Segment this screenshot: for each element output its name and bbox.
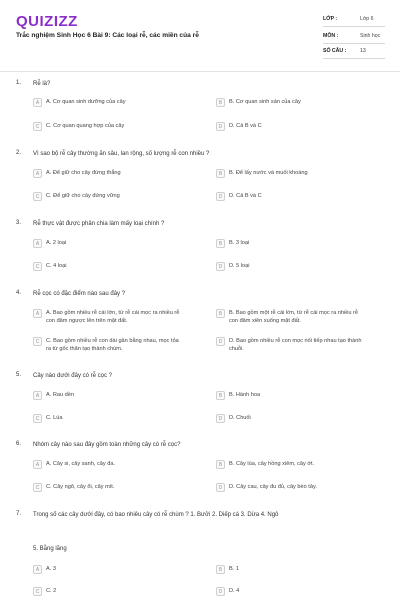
option-letter-badge: D: [216, 192, 225, 201]
question-text: Trong số các cây dưới đây, có bao nhiêu cây có rễ chùm ? 1. Bưởi 2. Diếp cá 3. Dừa 4. Ngô: [33, 512, 279, 518]
option-letter-badge: C: [33, 587, 42, 596]
question-number: 6.: [16, 441, 22, 447]
option-letter-badge: A: [33, 169, 42, 178]
answer-option[interactable]: [216, 98, 366, 107]
option-text: D. 4: [229, 588, 240, 594]
option-letter-badge: C: [33, 337, 42, 346]
option-text: A. Để giữ cho cây đứng thẳng: [46, 170, 121, 176]
option-letter-badge: C: [33, 122, 42, 131]
meta-label-grade: LỚP :: [323, 16, 338, 22]
option-letter-badge: A: [33, 309, 42, 318]
option-text: A. Cơ quan sinh dưỡng của cây: [46, 99, 126, 105]
answer-option[interactable]: [216, 391, 366, 400]
answer-option[interactable]: [216, 192, 366, 201]
answer-option[interactable]: [33, 565, 183, 574]
divider: [323, 26, 385, 27]
answer-option[interactable]: [33, 483, 183, 492]
answer-option[interactable]: [33, 169, 183, 178]
answer-option[interactable]: [216, 414, 366, 423]
option-letter-badge: A: [33, 565, 42, 574]
question-number: 3.: [16, 220, 22, 226]
answer-option[interactable]: [33, 391, 183, 400]
question-text: Nhóm cây nào sau đây gồm toàn những cây có rễ cọc?: [33, 442, 181, 448]
answer-option[interactable]: [33, 122, 183, 131]
option-letter-badge: C: [33, 414, 42, 423]
option-text: C. 2: [46, 588, 57, 594]
option-text: A. 2 loại: [46, 240, 67, 246]
option-text: C. Bao gồm nhiều rễ con dài gần bằng nhau, mọc tỏa ra từ gốc thân tạo thành chùm.: [46, 338, 179, 352]
option-text: C. Cơ quan quang hợp của cây: [46, 123, 125, 129]
header-divider: [0, 71, 400, 72]
option-letter-badge: D: [216, 587, 225, 596]
answer-option[interactable]: [216, 587, 366, 596]
worksheet-title: Trắc nghiệm Sinh Học 6 Bài 9: Các loại rễ, các miền của rễ: [16, 32, 199, 39]
answer-option[interactable]: [33, 262, 183, 271]
question-number: 4.: [16, 290, 22, 296]
option-letter-badge: B: [216, 309, 225, 318]
question-text: Rễ là?: [33, 81, 51, 87]
option-letter-badge: B: [216, 460, 225, 469]
option-letter-badge: D: [216, 337, 225, 346]
option-letter-badge: B: [216, 565, 225, 574]
option-text: A. Cây si, cây sanh, cây đa.: [46, 461, 116, 467]
meta-label-subject: MÔN :: [323, 33, 339, 39]
option-text: B. Cây lúa, cây hồng xiêm, cây ớt.: [229, 461, 315, 467]
option-text: D. Cây cau, cây đu đủ, cây bèo tây.: [229, 484, 317, 490]
option-letter-badge: B: [216, 169, 225, 178]
worksheet-header: [0, 0, 400, 74]
option-text: C. Cây ngô, cây ổi, cây mít.: [46, 484, 115, 490]
option-text: B. Để lấy nước và muối khoáng: [229, 170, 308, 176]
answer-option[interactable]: [33, 460, 183, 469]
answer-option[interactable]: [33, 239, 183, 248]
option-letter-badge: A: [33, 391, 42, 400]
answer-option[interactable]: [216, 239, 366, 248]
divider: [323, 58, 385, 59]
option-letter-badge: B: [216, 239, 225, 248]
option-text: B. Bao gồm một rễ cái lớn, từ rễ cái mọc ra nhiều rễ con đâm xiên xuống mặt đất.: [229, 310, 358, 324]
answer-option[interactable]: [216, 565, 366, 574]
divider: [323, 43, 385, 44]
option-text: C. 4 loại: [46, 263, 67, 269]
answer-option[interactable]: [33, 309, 183, 325]
answer-option[interactable]: [33, 414, 183, 423]
option-text: B. Cơ quan sinh sản của cây: [229, 99, 301, 105]
option-letter-badge: D: [216, 122, 225, 131]
question-text: Rễ cọc có đặc điểm nào sau đây ?: [33, 291, 126, 297]
question-subtext: 5. Bằng lăng: [33, 546, 67, 552]
option-letter-badge: C: [33, 483, 42, 492]
quizizz-logo: QUIZIZZ: [16, 13, 78, 30]
option-text: A. Bao gồm nhiều rễ cái lớn, từ rễ cái mọc ra nhiều rễ con đâm ngược lên trên mặt đất.: [46, 310, 180, 324]
answer-option[interactable]: [216, 262, 366, 271]
option-text: D. 5 loại: [229, 263, 250, 269]
option-letter-badge: D: [216, 262, 225, 271]
question-number: 2.: [16, 150, 22, 156]
option-text: D. Cả B và C: [229, 123, 262, 129]
option-text: B. 1: [229, 566, 239, 572]
option-letter-badge: C: [33, 262, 42, 271]
question-text: Rễ thực vật được phân chia làm mấy loại chính ?: [33, 221, 165, 227]
question-text: Cây nào dưới đây có rễ cọc ?: [33, 373, 112, 379]
option-text: A. Rau dền: [46, 392, 74, 398]
option-letter-badge: A: [33, 460, 42, 469]
option-text: D. Chuối: [229, 415, 251, 421]
answer-option[interactable]: [216, 337, 366, 353]
meta-value-count: 13: [360, 48, 366, 54]
question-number: 5.: [16, 372, 22, 378]
option-text: B. Hành hoa: [229, 392, 261, 398]
option-text: B. 3 loại: [229, 240, 250, 246]
answer-option[interactable]: [216, 309, 366, 325]
option-text: C. Để giữ cho cây đứng vững: [46, 193, 120, 199]
option-text: D. Bao gồm nhiều rễ con mọc nối tiếp nhau tạo thành chuỗi.: [229, 338, 362, 352]
option-text: C. Lúa: [46, 415, 63, 421]
option-letter-badge: D: [216, 414, 225, 423]
answer-option[interactable]: [216, 169, 366, 178]
option-letter-badge: A: [33, 239, 42, 248]
question-number: 1.: [16, 80, 22, 86]
option-letter-badge: A: [33, 98, 42, 107]
answer-option[interactable]: [33, 337, 183, 353]
option-letter-badge: C: [33, 192, 42, 201]
answer-option[interactable]: [216, 460, 366, 469]
question-number: 7.: [16, 511, 22, 517]
option-text: A. 3: [46, 566, 56, 572]
question-text: Vì sao bộ rễ cây thường ăn sâu, lan rộng, số lượng rễ con nhiều ?: [33, 151, 210, 157]
answer-option[interactable]: [33, 192, 183, 201]
answer-option[interactable]: [33, 587, 183, 596]
answer-option[interactable]: [216, 483, 366, 492]
option-letter-badge: D: [216, 483, 225, 492]
option-letter-badge: B: [216, 98, 225, 107]
answer-option[interactable]: [216, 122, 366, 131]
meta-label-count: SỐ CÂU :: [323, 48, 347, 54]
option-letter-badge: B: [216, 391, 225, 400]
option-text: D. Cả B và C: [229, 193, 262, 199]
meta-value-subject: Sinh học: [360, 33, 381, 39]
meta-value-grade: Lớp 6: [360, 16, 374, 22]
answer-option[interactable]: [33, 98, 183, 107]
